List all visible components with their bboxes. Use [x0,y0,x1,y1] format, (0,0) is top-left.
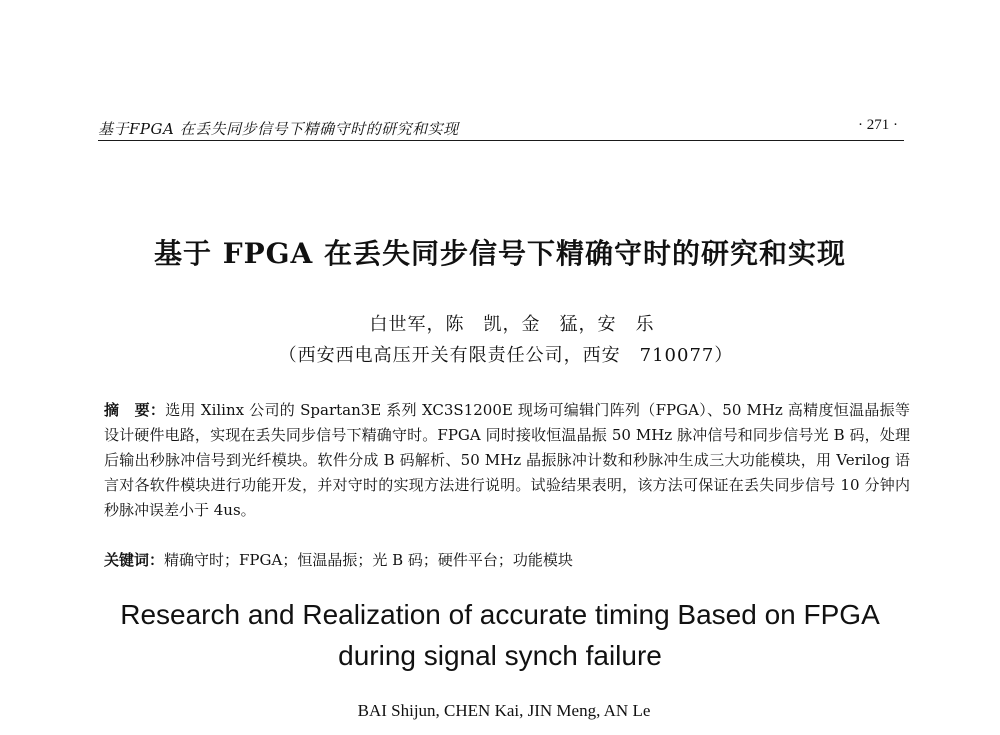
running-title: 基于FPGA 在丢失同步信号下精确守时的研究和实现 [98,120,459,138]
keywords-label: 关键词： [104,551,165,569]
paper-title-en [0,594,1000,676]
authors-cn: 白世军，陈 凯，金 猛，安 乐 [369,314,655,335]
paper-title-en-line2: during signal synch failure [338,640,662,671]
abstract-text: 选用 Xilinx 公司的 Spartan3E 系列 XC3S1200E 现场可编辑门阵列（FPGA）、50 MHz 高精度恒温晶振等设计硬件电路，实现在丢失同步信号下精确守时。FPGA 同时接收恒温晶振 50 MHz 脉冲信号和同步信号光 B 码，处理后输出秒脉冲信号到光纤模块。软件分成 B 码解析、50 MHz 晶振脉冲计数和秒脉冲生成三大功能模块，用 Verilog 语言对各软件模块进行功能开发，并对守时的实现方法进行说明。试验结果表明，该方法可保证在丢失同步信号 10 分钟内秒脉冲误差小于 4us。 [104,401,910,519]
running-header [98,114,904,141]
authors-en: BAI Shijun, CHEN Kai, JIN Meng, AN Le [357,701,651,720]
paper-title-en-line1: Research and Realization of accurate timing Based on FPGA [120,599,880,630]
paper-title-cn: 基于 FPGA 在丢失同步信号下精确守时的研究和实现 [153,237,847,270]
affiliation-cn: （西安西电高压开关有限责任公司，西安 710077） [278,345,734,366]
page-number: · 271 · [858,117,898,133]
abstract [104,398,910,523]
abstract-label: 摘 要： [104,401,166,419]
keywords [104,548,910,573]
keywords-text: 精确守时；FPGA；恒温晶振；光 B 码；硬件平台；功能模块 [164,551,573,569]
